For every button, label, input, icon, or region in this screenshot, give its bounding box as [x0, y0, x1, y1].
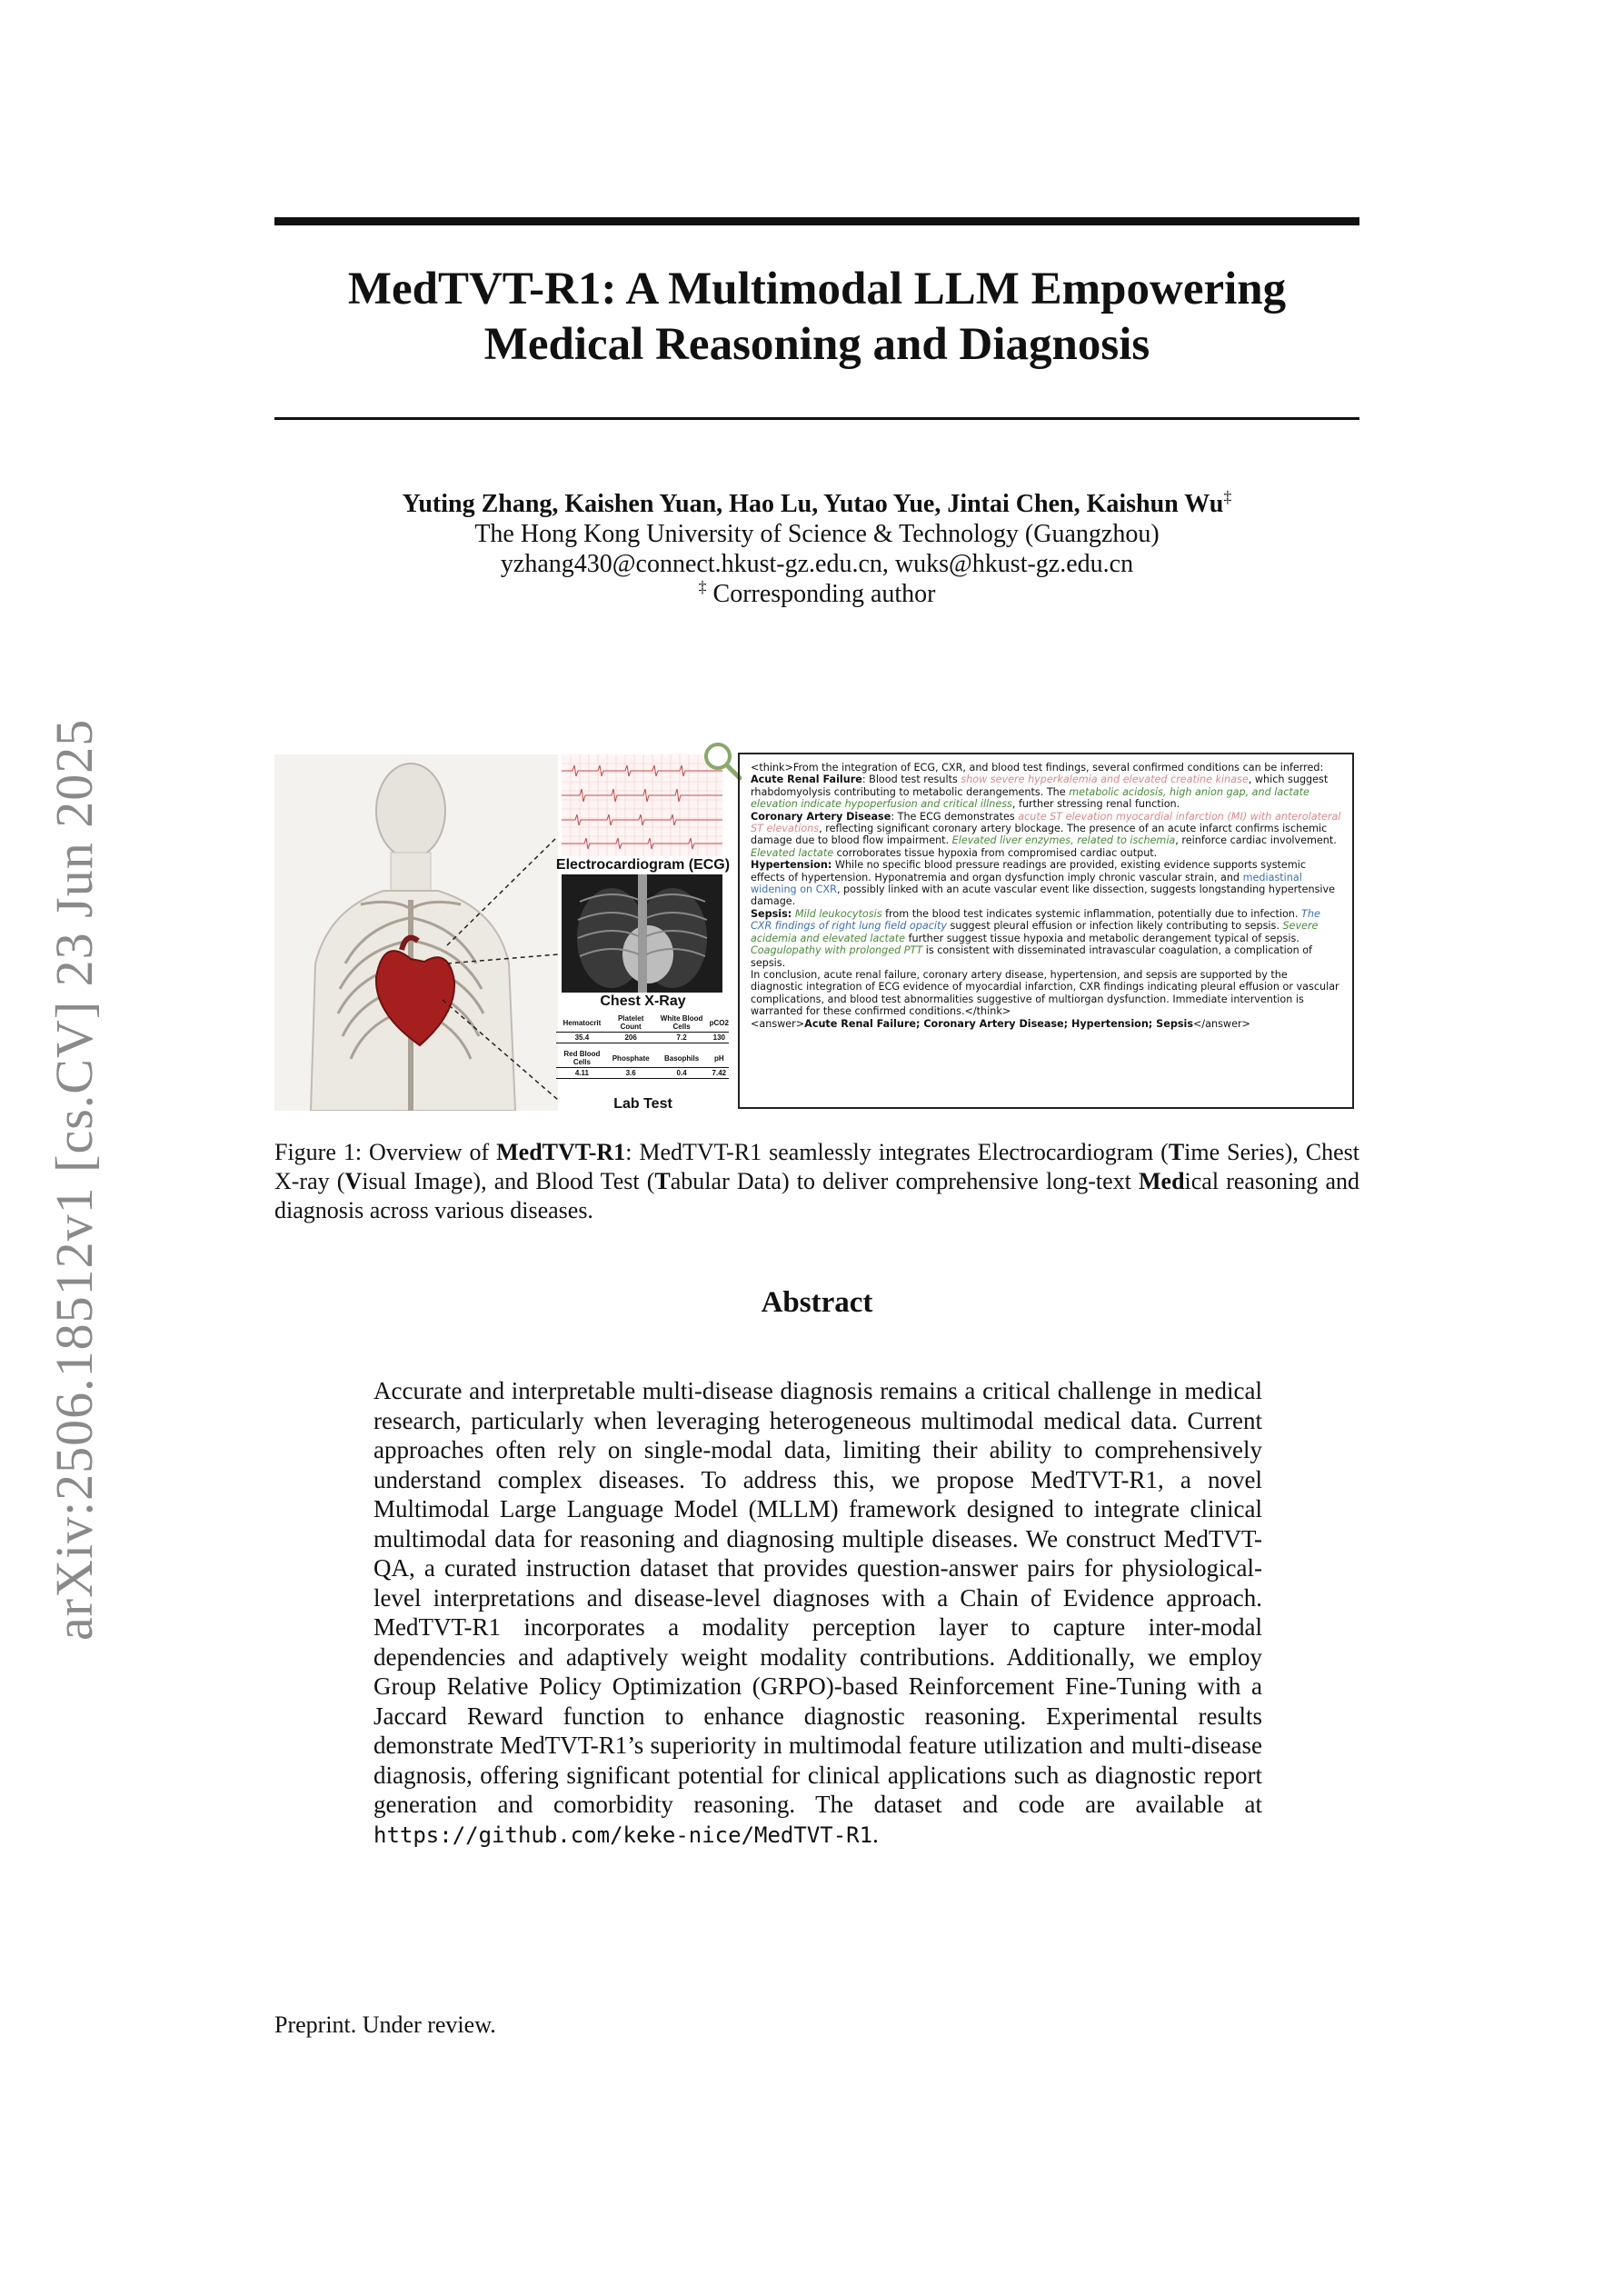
lab-header: White Blood Cells: [654, 1013, 710, 1033]
abstract-body: Accurate and interpretable multi-disease diagnosis remains a critical challenge in medical research, particularly when leveraging heterogeneous multimodal medical data. Current approaches often rely on single-modal data, limiting their ability to comprehensively understand complex diseases. To address this, we propose MedTVT-R1, a novel Multimodal Large Language Model (MLLM) framework designed to integrate clinical multimodal data for reasoning and diagnosing multiple diseases. We construct MedTVT-QA, a curated instruction dataset that provides question-answer pairs for physiological-level interpretations and disease-level diagnoses with a Chain of Evidence approach. MedTVT-R1 incorporates a modality perception layer to capture inter-modal dependencies and adaptively weight modality contributions. Additionally, we employ Group Relative Policy Optimization (GRPO)-based Reinforcement Fine-Tuning with a Jaccard Reward function to enhance diagnostic reasoning. Experimental results demonstrate MedTVT-R1’s superiority in multimodal feature utilization and multi-disease diagnosis, offering significant potential for clinical applications such as diagnostic report generation and comorbidity reasoning. The dataset and code are available at https://github.com/keke-nice/MedTVT-R1.: [373, 1377, 1262, 1848]
corresponding-note: Corresponding author: [712, 580, 936, 608]
lab-test-table: [556, 1013, 729, 1079]
lab-value: 206: [608, 1033, 654, 1043]
lab-value: 0.4: [654, 1068, 710, 1079]
lab-header: Phosphate: [608, 1049, 654, 1068]
reasoning-sepsis: Sepsis: Mild leukocytosis from the blood test indicates systemic inflammation, potentially due to infection. The CXR findings of right lung field opacity suggest pleural effusion or infection likely contributing to sepsis. Severe acidemia and elevated lactate further suggest tissue hypoxia and metabolic derangement typical of sepsis. Coagulopathy with prolonged PTT is consistent with disseminated intravascular coagulation, a complication of sepsis.: [751, 907, 1320, 969]
lab-value: 130: [710, 1033, 729, 1043]
author-block: [274, 489, 1359, 609]
title-line-1: MedTVT-R1: A Multimodal LLM Empowering: [347, 264, 1287, 314]
reasoning-arf: Acute Renal Failure: Blood test results show severe hyperkalemia and elevated creatine kinase, which suggest rhabdomyolysis contributing to metabolic derangements. The metabolic acidosis, high anion gap, and lactate elevation indicate hypoperfusion and critical illness, further stressing renal function.: [751, 774, 1329, 811]
lab-header: Red Blood Cells: [556, 1049, 608, 1068]
xray-label: Chest X-Ray: [600, 993, 686, 1009]
lab-value: 7.42: [710, 1068, 729, 1079]
corresponding-mark: ‡: [1223, 487, 1232, 506]
author-emails: yzhang430@connect.hkust-gz.edu.cn, wuks@hkust-gz.edu.cn: [500, 550, 1134, 578]
ecg-image: [562, 754, 722, 856]
author-names: Yuting Zhang, Kaishen Yuan, Hao Lu, Yutao Yue, Jintai Chen, Kaishun Wu: [402, 490, 1224, 518]
note-mark: ‡: [698, 577, 707, 596]
reasoning-htn: Hypertension: While no specific blood pressure readings are provided, existing evidence supports systemic effects of hypertension. Hyponatremia and organ dysfunction imply chronic vascular strain, and mediastinal widening on CXR, possibly linked with an acute vascular event like dissection, suggests longstanding hypertensive damage.: [751, 859, 1336, 908]
title-line-2: Medical Reasoning and Diagnosis: [483, 319, 1150, 370]
reasoning-conclusion: In conclusion, acute renal failure, coronary artery disease, hypertension, and sepsis are supported by the diagnostic integration of ECG evidence of myocardial infarction, CXR findings indicating pleural effusion or vascular complications, and blood test abnormalities suggestive of multiorgan dysfunction. Immediate intervention is warranted for these confirmed conditions.</think>: [751, 968, 1339, 1018]
abstract-heading: Abstract: [761, 1286, 873, 1319]
repo-link[interactable]: https://github.com/keke-nice/MedTVT-R1: [373, 1822, 873, 1848]
reasoning-intro: <think>From the integration of ECG, CXR, and blood test findings, several confirmed conditions can be inferred:: [751, 762, 1324, 774]
ecg-label: Electrocardiogram (ECG): [555, 857, 731, 873]
lab-value: 4.11: [556, 1068, 608, 1079]
lab-header: pCO2: [710, 1013, 729, 1033]
title-top-rule: [274, 217, 1359, 225]
affiliation: The Hong Kong University of Science & Technology (Guangzhou): [474, 520, 1160, 548]
lab-header: pH: [710, 1049, 729, 1068]
reasoning-answer: <answer>Acute Renal Failure; Coronary Artery Disease; Hypertension; Sepsis</answer>: [751, 1017, 1250, 1030]
lab-header: Basophils: [654, 1049, 710, 1068]
anatomy-illustration: [274, 754, 558, 1111]
lab-value: 3.6: [608, 1068, 654, 1079]
title-bottom-rule: [274, 417, 1359, 420]
reasoning-cad: Coronary Artery Disease: The ECG demonstrates acute ST elevation myocardial infarction (MI) with anterolateral ST elevations, reflecting significant coronary artery blockage. The presence of an acute infarct confirms ischemic damage due to blood flow impairment. Elevated liver enzymes, related to ischemia, reinforce cardiac involvement. Elevated lactate corroborates tissue hypoxia from compromised cardiac output.: [751, 810, 1341, 859]
lab-header: Hematocrit: [556, 1013, 608, 1033]
preprint-note: Preprint. Under review.: [274, 2011, 496, 2038]
reasoning-box: [738, 753, 1354, 1109]
lab-value: 7.2: [654, 1033, 710, 1043]
arxiv-side-stamp: arXiv:2506.18512v1 [cs.CV] 23 Jun 2025: [45, 718, 104, 1641]
lab-test-label: Lab Test: [613, 1096, 672, 1112]
lab-header: Platelet Count: [608, 1013, 654, 1033]
lab-value: 35.4: [556, 1033, 608, 1043]
figure-caption: Figure 1: Overview of MedTVT-R1: MedTVT-R1 seamlessly integrates Electrocardiogram (Time Series), Chest X-ray (Visual Image), and Blood Test (Tabular Data) to deliver comprehensive long-text Medical reasoning and diagnosis across various diseases.: [274, 1139, 1359, 1223]
chest-xray-image: [562, 874, 722, 993]
paper-title: [274, 262, 1359, 373]
